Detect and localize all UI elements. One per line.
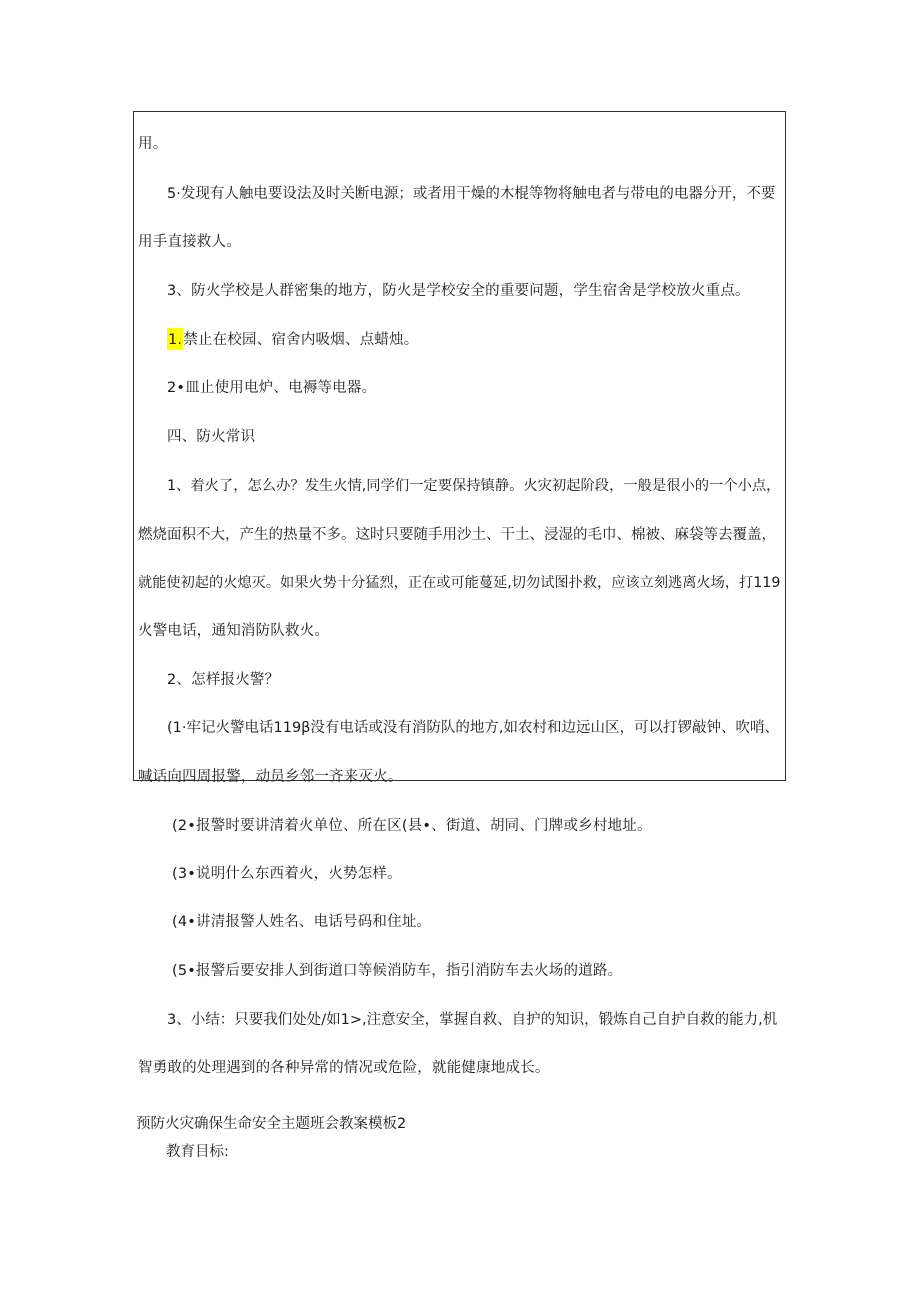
paragraph-line: 火警电话，通知消防队救火。 (138, 623, 330, 639)
paragraph-line: 3、小结：只要我们处处/如1>,注意安全，掌握自救、自护的知识，锻炼自己自护自救的能力,机 (167, 1012, 778, 1028)
paragraph-line: (4•讲清报警人姓名、电话号码和住址。 (172, 914, 432, 930)
paragraph-line: 喊话向四周报警，动员乡邻一齐来灭火。 (138, 769, 403, 785)
subheading: 教育目标: (166, 1144, 229, 1160)
paragraph-line: 5·发现有人触电要设法及时关断电源；或者用干燥的木棍等物将触电者与带电的电器分开，不要 (167, 186, 776, 202)
paragraph-line: 智勇敢的处理遇到的各种异常的情况或危险，就能健康地成长。 (138, 1060, 550, 1076)
paragraph-line: (3•说明什么东西着火，火势怎样。 (172, 866, 402, 882)
paragraph-line: 1、着火了，怎么办？发生火情,同学们一定要保持镇静。火灾初起阶段，一般是很小的一个小点， (167, 478, 781, 494)
paragraph-line: 2•皿止使用电炉、电褥等电器。 (167, 380, 377, 396)
paragraph-line: (2•报警时要讲清着火单位、所在区(县•、街道、胡同、门牌或乡村地址。 (172, 818, 652, 834)
paragraph-line: (5•报警后要安排人到街道口等候消防车，指引消防车去火场的道路。 (172, 963, 623, 979)
paragraph-text: 禁止在校园、宿舍内吸烟、点蜡烛。 (183, 332, 419, 348)
paragraph-line: 燃烧面积不大，产生的热量不多。这时只要随手用沙土、干土、浸湿的毛巾、棉被、麻袋等去覆盖， (138, 527, 776, 543)
paragraph-line: 就能使初起的火熄灭。如果火势十分猛烈，正在或可能蔓延,切勿试图扑救，应该立刻逃离火场，打119 (138, 575, 781, 591)
paragraph-line: 用。 (138, 136, 168, 152)
paragraph-line (167, 330, 418, 350)
paragraph-line: (1·牢记火警电话119β没有电话或没有消防队的地方,如农村和边远山区，可以打锣敲钟、吹哨、 (167, 720, 780, 736)
section-title: 预防火灾确保生命安全主题班会教案模板2 (136, 1116, 407, 1132)
paragraph-line: 用手直接救人。 (138, 234, 241, 250)
paragraph-line: 2、怎样报火警？ (167, 672, 280, 688)
highlighted-number: 1. (167, 328, 183, 350)
section-heading: 四、防火常识 (167, 429, 256, 445)
paragraph-line: 3、防火学校是人群密集的地方，防火是学校安全的重要问题，学生宿舍是学校放火重点。 (167, 283, 750, 299)
